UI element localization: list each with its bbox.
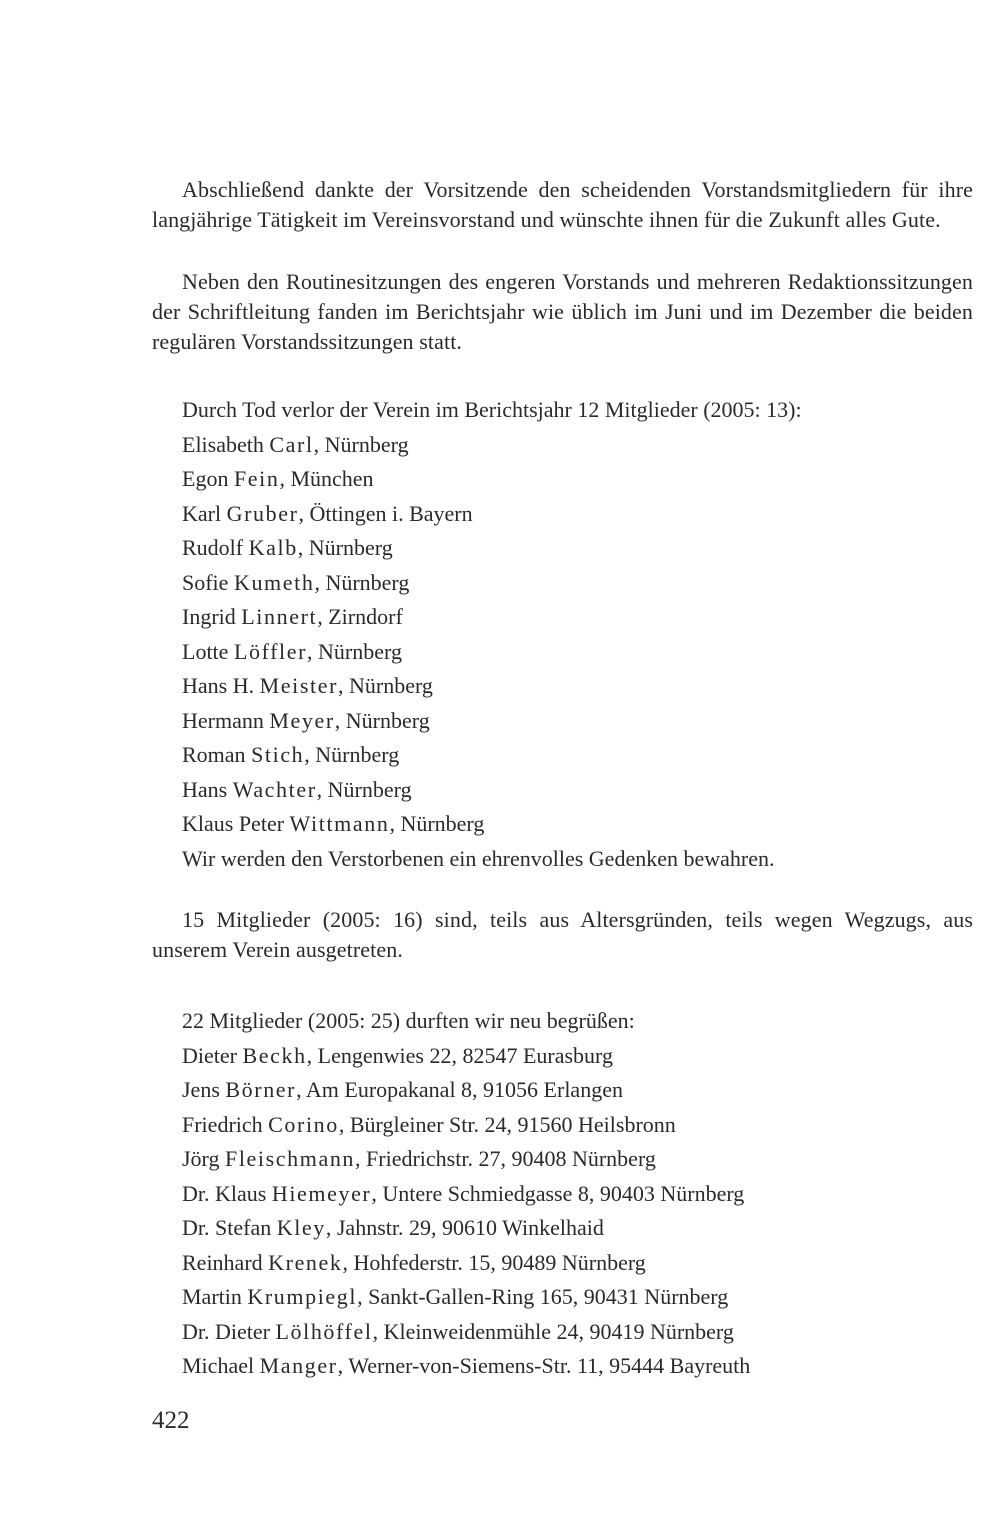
deceased-closing: Wir werden den Verstorbenen ein ehrenvolles Gedenken bewahren. xyxy=(182,845,775,871)
deceased-member: Rudolf Kalb, Nürnberg xyxy=(182,535,393,560)
new-member: Jörg Fleischmann, Friedrichstr. 27, 90408 Nürnberg xyxy=(182,1146,656,1171)
new-members-section xyxy=(182,1004,750,1384)
paragraph-farewell: Abschließend dankte der Vorsitzende den scheidenden Vorstandsmitgliedern für ihre langjährige Tätigkeit im Vereinsvorstand und wünschte ihnen für die Zukunft alles Gute. xyxy=(152,177,973,232)
new-members-intro: 22 Mitglieder (2005: 25) durften wir neu begrüßen: xyxy=(182,1008,635,1033)
new-member: Dr. Stefan Kley, Jahnstr. 29, 90610 Winkelhaid xyxy=(182,1215,604,1240)
new-member: Dieter Beckh, Lengenwies 22, 82547 Eurasburg xyxy=(182,1042,613,1068)
new-member: Martin Krumpiegl, Sankt-Gallen-Ring 165, 90431 Nürnberg xyxy=(182,1284,729,1309)
deceased-member: Roman Stich, Nürnberg xyxy=(182,742,400,767)
new-member: Jens Börner, Am Europakanal 8, 91056 Erlangen xyxy=(182,1077,623,1102)
new-member: Michael Manger, Werner-von-Siemens-Str. 11, 95444 Bayreuth xyxy=(182,1353,751,1378)
deceased-members-section xyxy=(182,393,802,876)
paragraph-meetings: Neben den Routinesitzungen des engeren Vorstands und mehreren Redaktionssitzungen der Schriftleitung fanden im Berichtsjahr wie üblich im Juni und im Dezember die beiden regulären Vorstandssitzungen statt. xyxy=(152,269,973,354)
deceased-member: Lotte Löffler, Nürnberg xyxy=(182,638,402,664)
new-member: Dr. Dieter Lölhöffel, Kleinweidenmühle 24, 90419 Nürnberg xyxy=(182,1318,734,1344)
page-number: 422 xyxy=(152,1407,190,1434)
new-member: Friedrich Corino, Bürgleiner Str. 24, 91560 Heilsbronn xyxy=(182,1111,676,1137)
deceased-member: Sofie Kumeth, Nürnberg xyxy=(182,569,410,595)
deceased-intro: Durch Tod verlor der Verein im Berichtsjahr 12 Mitglieder (2005: 13): xyxy=(182,397,802,422)
deceased-member: Egon Fein, München xyxy=(182,466,374,491)
deceased-member: Hans H. Meister, Nürnberg xyxy=(182,673,433,698)
new-members-list xyxy=(182,1039,750,1384)
new-member: Reinhard Krenek, Hohfederstr. 15, 90489 Nürnberg xyxy=(182,1249,646,1275)
deceased-member: Hans Wachter, Nürnberg xyxy=(182,776,412,802)
deceased-member: Karl Gruber, Öttingen i. Bayern xyxy=(182,500,473,526)
new-member: Dr. Klaus Hiemeyer, Untere Schmiedgasse 8, 90403 Nürnberg xyxy=(182,1180,745,1206)
paragraph-resigned: 15 Mitglieder (2005: 16) sind, teils aus Altersgründen, teils wegen Wegzugs, aus unserem Verein ausgetreten. xyxy=(152,907,973,962)
deceased-member: Ingrid Linnert, Zirndorf xyxy=(182,604,403,629)
deceased-member: Klaus Peter Wittmann, Nürnberg xyxy=(182,811,485,836)
deceased-member: Hermann Meyer, Nürnberg xyxy=(182,707,430,733)
deceased-members-list xyxy=(182,428,802,842)
deceased-member: Elisabeth Carl, Nürnberg xyxy=(182,431,409,457)
